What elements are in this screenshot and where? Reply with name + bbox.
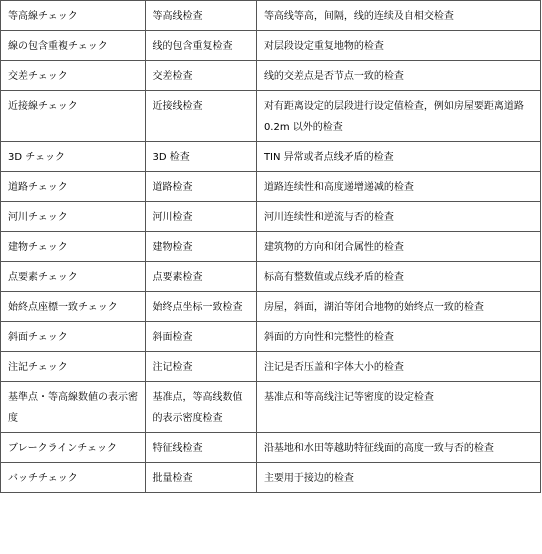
japanese-name-cell: バッチチェック <box>1 463 146 493</box>
chinese-name-cell: 注记检查 <box>145 352 256 382</box>
japanese-name-cell: 近接線チェック <box>1 91 146 142</box>
chinese-name-cell: 点要素检查 <box>145 262 256 292</box>
japanese-name-cell: 線の包含重複チェック <box>1 31 146 61</box>
chinese-name-cell: 斜面检查 <box>145 322 256 352</box>
chinese-name-cell: 基准点，等高线数值的表示密度检查 <box>145 382 256 433</box>
chinese-name-cell: 等高线检查 <box>145 1 256 31</box>
table-row <box>1 91 541 142</box>
table-row <box>1 142 541 172</box>
table-row <box>1 292 541 322</box>
table-row <box>1 1 541 31</box>
description-cell: 基准点和等高线注记等密度的设定检查 <box>256 382 540 433</box>
table-row <box>1 172 541 202</box>
chinese-name-cell: 始终点坐标一致检查 <box>145 292 256 322</box>
description-cell: 线的交差点是否节点一致的检查 <box>256 61 540 91</box>
chinese-name-cell: 特征线检查 <box>145 433 256 463</box>
japanese-name-cell: 注記チェック <box>1 352 146 382</box>
japanese-name-cell: 始終点座標一致チェック <box>1 292 146 322</box>
description-cell: 主要用于接边的检查 <box>256 463 540 493</box>
description-cell: 房屋，斜面，湖泊等闭合地物的始终点一致的检查 <box>256 292 540 322</box>
description-cell: 道路连续性和高度递增递减的检查 <box>256 172 540 202</box>
japanese-name-cell: 等高線チェック <box>1 1 146 31</box>
table-row <box>1 262 541 292</box>
chinese-name-cell: 线的包含重复检查 <box>145 31 256 61</box>
table-row <box>1 31 541 61</box>
table-row <box>1 322 541 352</box>
chinese-name-cell: 批量检查 <box>145 463 256 493</box>
japanese-name-cell: 建物チェック <box>1 232 146 262</box>
description-cell: 斜面的方向性和完整性的检查 <box>256 322 540 352</box>
japanese-name-cell: 交差チェック <box>1 61 146 91</box>
table-row <box>1 202 541 232</box>
description-cell: 注记是否压盖和字体大小的检查 <box>256 352 540 382</box>
japanese-name-cell: 河川チェック <box>1 202 146 232</box>
chinese-name-cell: 近接线检查 <box>145 91 256 142</box>
japanese-name-cell: 斜面チェック <box>1 322 146 352</box>
table-row <box>1 433 541 463</box>
japanese-name-cell: 点要素チェック <box>1 262 146 292</box>
description-cell: 沿基地和水田等越助特征线面的高度一致与否的检查 <box>256 433 540 463</box>
chinese-name-cell: 3D 检查 <box>145 142 256 172</box>
japanese-name-cell: 3D チェック <box>1 142 146 172</box>
table-row <box>1 382 541 433</box>
chinese-name-cell: 河川检查 <box>145 202 256 232</box>
chinese-name-cell: 道路检查 <box>145 172 256 202</box>
chinese-name-cell: 建物检查 <box>145 232 256 262</box>
table-row <box>1 352 541 382</box>
description-cell: 建筑物的方向和闭合属性的检查 <box>256 232 540 262</box>
description-cell: 标高有整数值或点线矛盾的检查 <box>256 262 540 292</box>
description-cell: 等高线等高，间隔，线的连续及自相交检查 <box>256 1 540 31</box>
japanese-name-cell: ブレークラインチェック <box>1 433 146 463</box>
table-row <box>1 232 541 262</box>
table-body <box>1 1 541 493</box>
japanese-name-cell: 道路チェック <box>1 172 146 202</box>
description-cell: TIN 异常或者点线矛盾的检查 <box>256 142 540 172</box>
description-cell: 对层段设定重复地物的检查 <box>256 31 540 61</box>
table-row <box>1 463 541 493</box>
description-cell: 河川连续性和逆流与否的检查 <box>256 202 540 232</box>
japanese-name-cell: 基準点・等高線数値の表示密度 <box>1 382 146 433</box>
chinese-name-cell: 交差检查 <box>145 61 256 91</box>
table-row <box>1 61 541 91</box>
description-cell: 对有距离设定的层段进行设定值检查，例如房屋要距离道路 0.2m 以外的检查 <box>256 91 540 142</box>
